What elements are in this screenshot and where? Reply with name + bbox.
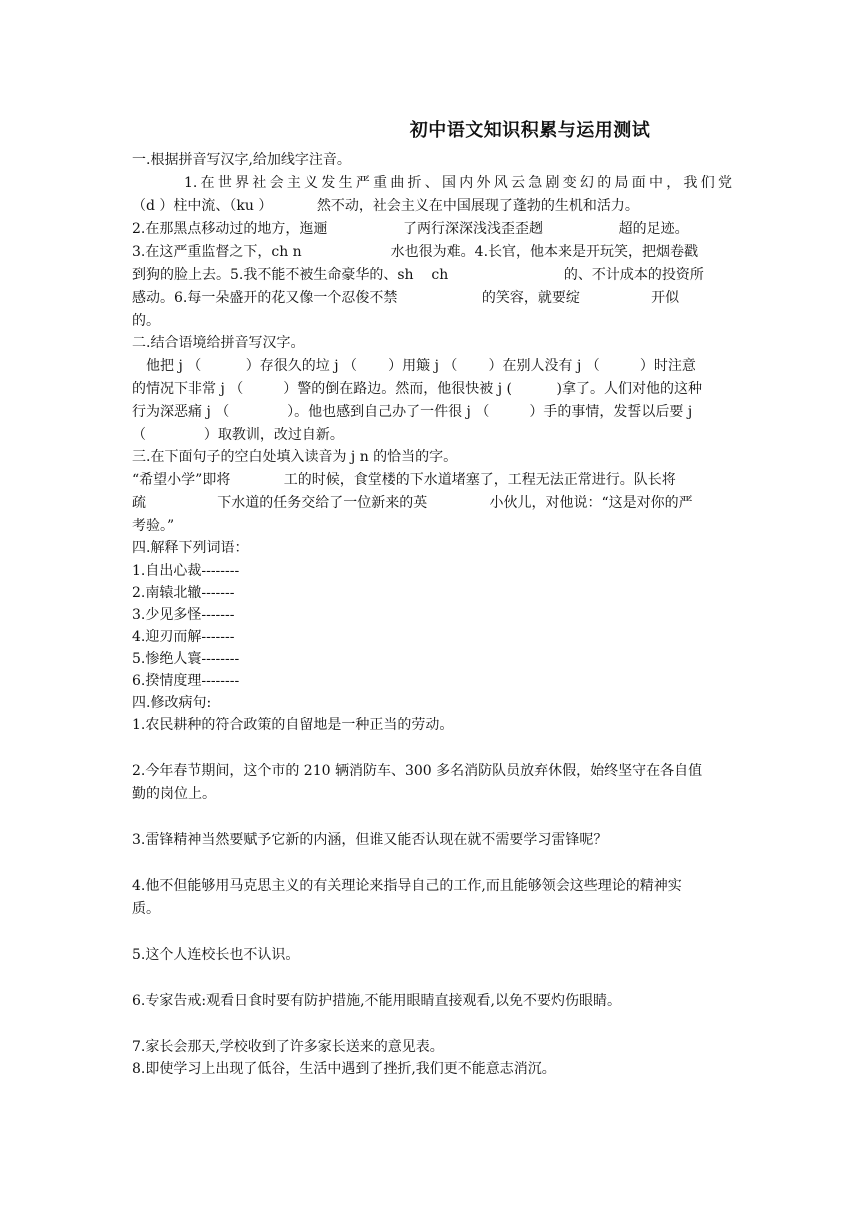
section-2-line: 他把 j （ ）存很久的垃 j （ ）用簸 j （ ）在别人没有 j （ ）时注意 (146, 358, 696, 374)
sentence-item: 3.雷锋精神当然要赋予它新的内涵，但谁又能否认现在就不需要学习雷锋呢？ (132, 832, 608, 848)
sentence-item: 7.家长会那天,学校收到了许多家长送来的意见表。 (132, 1039, 444, 1055)
vocab-item: 1.自出心裁-------- (132, 563, 240, 579)
section-3-heading: 三.在下面句子的空白处填入读音为 j n 的恰当的字。 (132, 449, 458, 465)
section-1-line: （d ）柱中流、（ku ） 然不动，社会主义在中国展现了蓬勃的生机和活力。 (132, 198, 639, 214)
document-title: 初中语文知识积累与运用测试 (409, 120, 651, 141)
section-5-heading: 四.修改病句: (132, 695, 212, 711)
section-1-line: 到狗的脸上去。5.我不能不被生命豪华的、sh ch 的、不计成本的投资所 (132, 267, 704, 283)
vocab-item: 2.南辕北辙------- (132, 585, 235, 601)
sentence-item: 质。 (132, 901, 160, 917)
section-3-line: “希望小学”即将 工的时候，食堂楼的下水道堵塞了，工程无法正常进行。队长将 (132, 472, 676, 488)
vocab-item: 3.少见多怪------- (132, 607, 235, 623)
section-1-line: 的。 (132, 313, 160, 329)
sentence-item: 2.今年春节期间，这个市的 210 辆消防车、300 多名消防队员放弃休假，始终坚守在各自值 (132, 763, 703, 779)
section-1-line: 感动。6.每一朵盛开的花又像一个忍俊不禁 的笑容，就要绽 开似 (132, 290, 680, 306)
section-2-line: 行为深恶痛 j （ ）。他也感到自己办了一件很 j （ ）手的事情，发誓以后要 j (132, 404, 693, 420)
sentence-item: 1.农民耕种的符合政策的自留地是一种正当的劳动。 (132, 717, 454, 733)
section-1-line: 1.在世界社会主义发生严重曲折、国内外风云急剧变幻的局面中，我们党 (184, 175, 732, 191)
section-3-line: 疏 下水道的任务交给了一位新来的英 小伙儿，对他说：“这是对你的严 (132, 495, 693, 511)
vocab-item: 6.揆情度理-------- (132, 673, 240, 689)
vocab-item: 5.惨绝人寰-------- (132, 651, 240, 667)
section-1-line: 3.在这严重监督之下，ch n 水也很为难。4.长官，他本来是开玩笑，把烟卷戳 (132, 244, 699, 260)
sentence-item: 6.专家告戒:观看日食时要有防护措施,不能用眼睛直接观看,以免不要灼伤眼睛。 (132, 993, 621, 1009)
section-4-heading: 四.解释下列词语： (132, 540, 249, 556)
sentence-item: 勤的岗位上。 (132, 786, 216, 802)
section-1-heading: 一.根据拼音写汉字,给加线字注音。 (132, 152, 351, 168)
section-2-line: 的情况下非常 j （ ）警的倒在路边。然而，他很快被 j ( )拿了。人们对他的这种 (132, 381, 702, 397)
sentence-item: 8.即使学习上出现了低谷，生活中遇到了挫折,我们更不能意志消沉。 (132, 1061, 556, 1077)
section-2-heading: 二.结合语境给拼音写汉字。 (132, 335, 305, 351)
sentence-item: 5.这个人连校长也不认识。 (132, 947, 300, 963)
section-1-line: 2.在那黑点移动过的地方，迤逦 了两行深深浅浅歪歪趔 超的足迹。 (132, 221, 689, 237)
section-3-line: 考验。” (132, 518, 175, 534)
vocab-item: 4.迎刃而解------- (132, 629, 235, 645)
sentence-item: 4.他不但能够用马克思主义的有关理论来指导自己的工作,而且能够领会这些理论的精神实 (132, 878, 682, 894)
section-2-line: （ ）取教训，改过自新。 (132, 427, 344, 443)
